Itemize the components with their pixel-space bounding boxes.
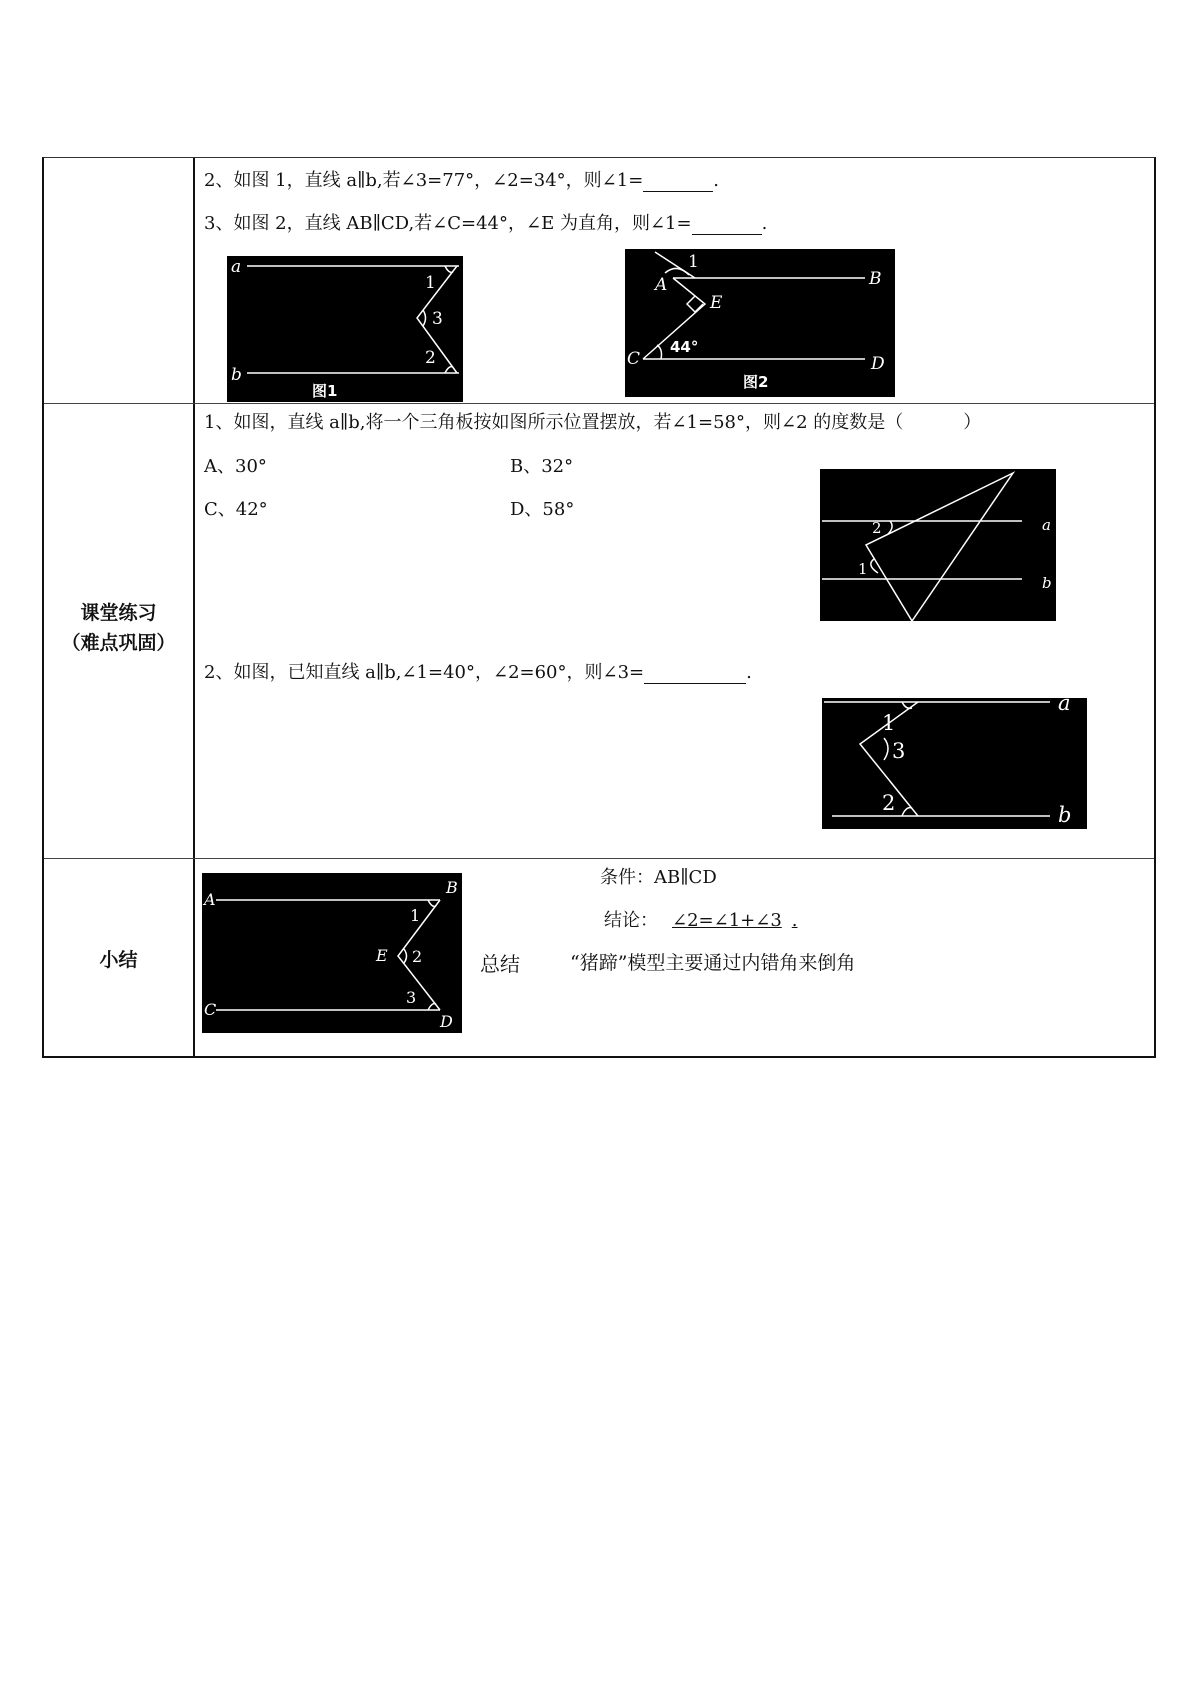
row-label-practice: 课堂练习 （难点巩固）	[61, 602, 176, 654]
fig1-label-b: b	[231, 365, 242, 385]
fig5-label-3: 3	[406, 988, 417, 1007]
fig2-label-1: 1	[688, 252, 699, 272]
figure-1	[227, 256, 463, 402]
fig2-label-B: B	[869, 269, 882, 289]
option-b: B、32°	[510, 456, 574, 477]
fig3-label-2: 2	[872, 519, 882, 537]
summary-conclusion: 结论： ∠2=∠1+∠3 .	[604, 910, 798, 931]
fig4-label-b: b	[1058, 803, 1072, 827]
fig2-label-D: D	[871, 354, 885, 374]
summary-text: “猪蹄”模型主要通过内错角来倒角	[570, 952, 856, 974]
fig5-label-E: E	[376, 946, 388, 965]
fig2-caption: 图2	[743, 373, 769, 391]
fig5-label-D: D	[440, 1012, 453, 1031]
fig4-label-a: a	[1058, 698, 1071, 715]
row-label-summary: 小结	[99, 949, 138, 971]
fig1-label-3: 3	[432, 309, 443, 329]
summary-condition: 条件：AB∥CD	[600, 867, 717, 888]
fig4-label-2: 2	[882, 791, 896, 815]
fig3-label-1: 1	[858, 560, 868, 578]
worksheet-table	[42, 157, 1156, 1058]
question-3-row1: 3、如图 2，直线 AB∥CD,若∠C=44°，∠E 为直角，则∠1= .	[204, 213, 768, 234]
fig3-label-a: a	[1042, 516, 1051, 534]
fig3-label-b: b	[1042, 574, 1052, 592]
fig1-label-2: 2	[425, 348, 436, 368]
column-divider	[193, 158, 195, 1056]
figure-3	[820, 469, 1056, 621]
fig5-label-A: A	[204, 890, 216, 909]
option-c: C、42°	[204, 499, 268, 520]
fig2-label-E: E	[710, 293, 723, 313]
figure-2	[625, 249, 895, 397]
fig1-label-a: a	[231, 257, 242, 277]
figure-4	[822, 698, 1087, 829]
fig4-label-1: 1	[882, 711, 896, 735]
option-a: A、30°	[204, 456, 267, 477]
question-2-row2: 2、如图，已知直线 a∥b,∠1=40°，∠2=60°，则∠3= .	[204, 662, 752, 683]
row-divider-1	[44, 403, 1154, 404]
question-2-row1: 2、如图 1，直线 a∥b,若∠3=77°，∠2=34°，则∠1= .	[204, 170, 720, 191]
fig1-caption: 图1	[312, 382, 338, 400]
option-d: D、58°	[510, 499, 575, 520]
fig5-label-1: 1	[410, 906, 421, 925]
fig1-label-1: 1	[425, 273, 436, 293]
figure-5	[202, 873, 462, 1033]
fig4-label-3: 3	[892, 739, 906, 763]
row-divider-2	[44, 858, 1154, 859]
question-1-row2: 1、如图，直线 a∥b,将一个三角板按如图所示位置摆放，若∠1=58°，则∠2 的度数是（ ）	[204, 412, 982, 433]
fig2-label-C: C	[627, 349, 641, 369]
fig2-angle-label: 44°	[670, 338, 699, 356]
fig5-label-2: 2	[412, 947, 423, 966]
fig5-label-C: C	[204, 1000, 217, 1019]
fig2-label-A: A	[655, 275, 668, 295]
summary-label: 总结	[480, 952, 520, 976]
fig5-label-B: B	[446, 878, 458, 897]
